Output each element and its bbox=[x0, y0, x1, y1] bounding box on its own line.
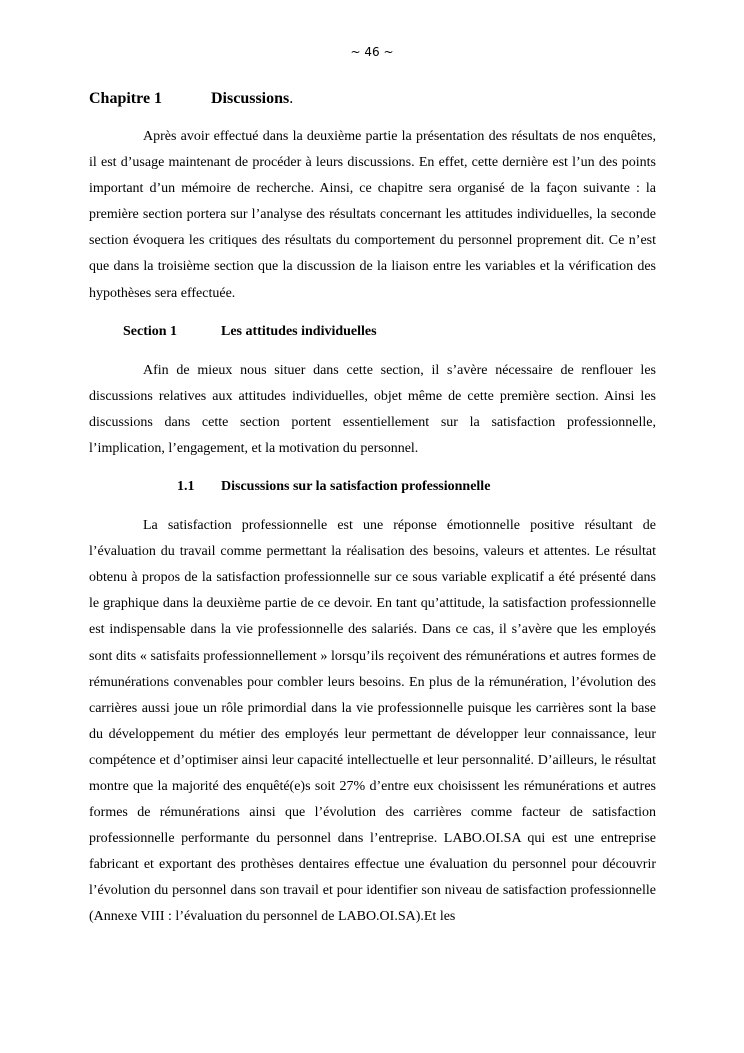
section-title: Les attitudes individuelles bbox=[221, 323, 377, 339]
chapter-number: Chapitre 1 bbox=[89, 90, 163, 107]
chapter-title: Discussions bbox=[211, 90, 290, 107]
page-content bbox=[89, 88, 656, 931]
section-number: Section 1 bbox=[123, 323, 178, 339]
chapter-heading bbox=[89, 88, 656, 110]
intro-paragraph: Après avoir effectué dans la deuxième partie la présentation des résultats de nos enquêtes, il est d’usage maintenant de procéder à leurs discussions. En effet, cette dernière est l’un des points important d’un mémoire de recherche. Ainsi, ce chapitre sera organisé de la façon suivante : la première section portera sur l’analyse des résultats concernant les attitudes individuelles, la seconde section évoquera les critiques des résultats du comportement du personnel proprement dit. Ce n’est que dans la troisième section que la discussion de la liaison entre les variables et la vérification des hypothèses sera effectuée. bbox=[89, 129, 656, 301]
subsection-number: 1.1 bbox=[177, 479, 195, 495]
chapter-title-suffix: . bbox=[289, 90, 294, 107]
subsection-paragraph: La satisfaction professionnelle est une réponse émotionnelle positive résultant de l’évaluation du travail comme permettant la réalisation des besoins, valeurs et attentes. Le résultat obtenu à propos de la satisfaction professionnelle sur ce sous variable explicatif a été présenté dans le graphique dans la deuxième partie de ce devoir. En tant qu’attitude, la satisfaction professionnelle est indispensable dans la vie professionnelle des salariés. Dans ce cas, il s’avère que les employés sont dits « satisfaits professionnellement » lorsqu’ils reçoivent des rémunérations et autres formes de rémunérations convenables pour combler leurs besoins. En plus de la rémunération, l’évolution des carrières aussi joue un rôle primordial dans la vie professionnelle puisque les carrières sont la base du développement du métier des employés leur permettant de développer leur connaissance, leur compétence et d’optimiser ainsi leur capacité intellectuelle et leur personnalité. D’ailleurs, le résultat montre que la majorité des enquêté(e)s soit 27% d’entre eux choisissent les rémunérations et autres formes de rémunérations ainsi que l’évolution des carrières comme facteur de satisfaction professionnelle performante du personnel dans l’entreprise. LABO.OI.SA qui est une entreprise fabricant et exportant des prothèses dentaires effectue une évaluation du personnel pour découvrir l’évolution du personnel dans son travail et pour identifier son niveau de satisfaction professionnelle (Annexe VIII : l’évaluation du personnel de LABO.OI.SA).Et les bbox=[89, 518, 656, 925]
page-number: ~ 46 ~ bbox=[350, 45, 394, 59]
section-paragraph: Afin de mieux nous situer dans cette section, il s’avère nécessaire de renflouer les discussions relatives aux attitudes individuelles, objet même de cette première section. Ainsi les discussions dans cette section portent essentiellement sur la satisfaction professionnelle, l’implication, l’engagement, et la motivation du personnel. bbox=[89, 362, 656, 456]
subsection-heading bbox=[89, 474, 656, 500]
subsection-title: Discussions sur la satisfaction professionnelle bbox=[221, 479, 491, 495]
section-heading bbox=[89, 319, 656, 345]
